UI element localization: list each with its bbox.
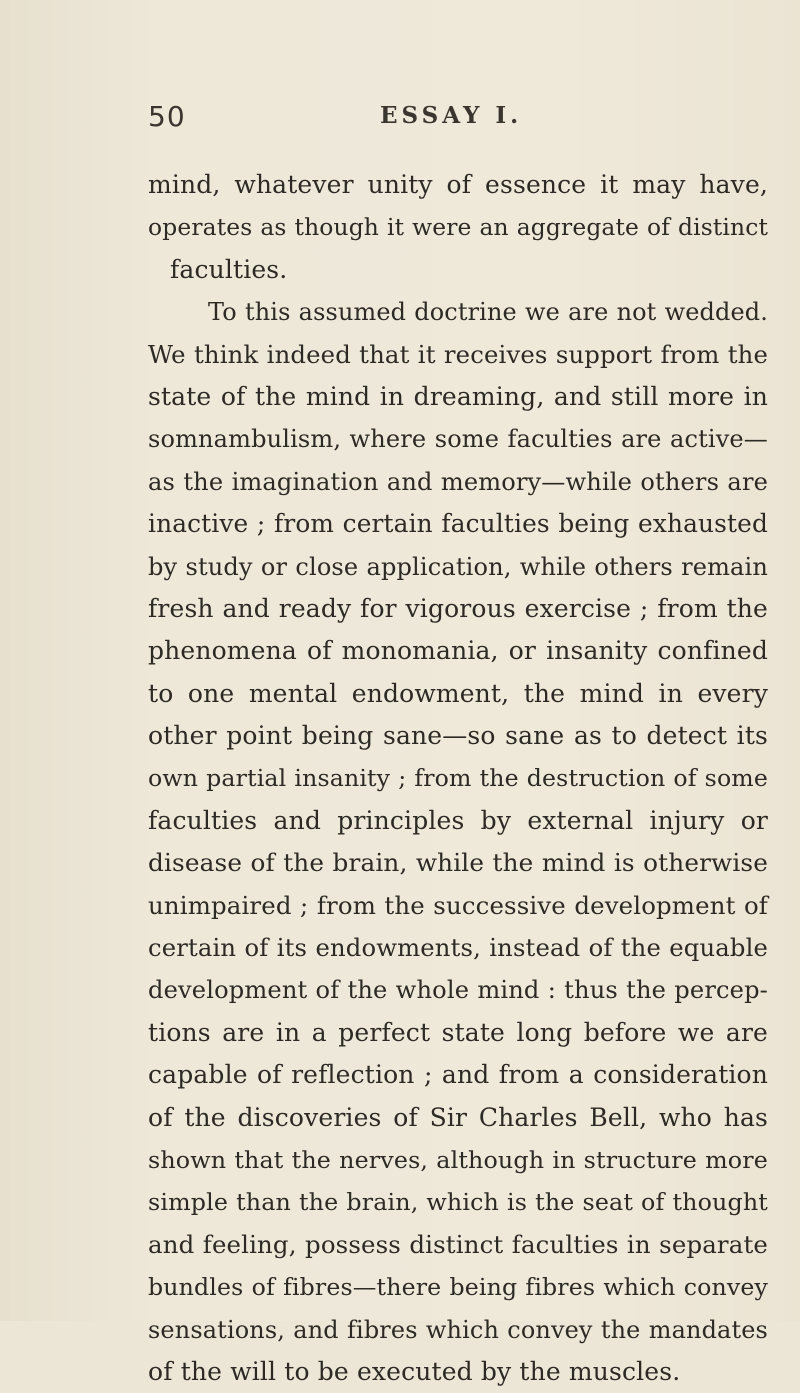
text-line: phenomena of monomania, or insanity confined (148, 636, 768, 666)
text-line: other point being sane—so sane as to detect its (148, 721, 768, 751)
text-line: capable of reflection ; and from a consideration (148, 1060, 768, 1090)
text-line: sensations, and fibres which convey the mandates (148, 1315, 768, 1344)
text-line: certain of its endowments, instead of the equable (148, 933, 768, 963)
text-line: and feeling, possess distinct faculties in separate (148, 1229, 768, 1259)
text-line: development of the whole mind : thus the percep- (148, 976, 768, 1005)
running-head (148, 100, 768, 140)
text-line: of the discoveries of Sir Charles Bell, who has (148, 1102, 768, 1132)
text-line: own partial insanity ; from the destruction of some (148, 764, 768, 793)
text-line: by study or close application, while others remain (148, 552, 768, 581)
body-text (148, 164, 768, 1393)
text-line: We think indeed that it receives support from the (148, 339, 768, 369)
text-line: as the imagination and memory—while others are (148, 467, 768, 496)
text-line: to one mental endowment, the mind in every (148, 678, 768, 708)
text-line: inactive ; from certain faculties being exhausted (148, 509, 768, 539)
text-line: state of the mind in dreaming, and still more in (148, 381, 768, 411)
text-line: mind, whatever unity of essence it may have, (148, 170, 768, 199)
text-line: faculties. (170, 254, 288, 284)
text-line: operates as though it were an aggregate of distinct (148, 213, 768, 242)
text-line: disease of the brain, while the mind is otherwise (148, 848, 768, 878)
text-line: fresh and ready for vigorous exercise ; from the (148, 593, 768, 623)
text-line: faculties and principles by external injury or (148, 805, 768, 835)
paragraph-last-line: of the will to be executed by the muscles. (148, 1356, 681, 1386)
text-line: bundles of fibres—there being fibres which convey (148, 1273, 768, 1302)
text-line: tions are in a perfect state long before we are (148, 1017, 768, 1047)
text-line: unimpaired ; from the successive development of (148, 890, 768, 920)
page-number: 50 (148, 100, 186, 133)
text-line: somnambulism, where some faculties are active— (148, 425, 768, 454)
running-title: ESSAY I. (380, 102, 523, 129)
text-line: simple than the brain, which is the seat of thought (148, 1188, 768, 1217)
text-line: shown that the nerves, although in structure more (148, 1145, 768, 1174)
paragraph-first-line: To this assumed doctrine we are not wedded. (208, 298, 768, 327)
